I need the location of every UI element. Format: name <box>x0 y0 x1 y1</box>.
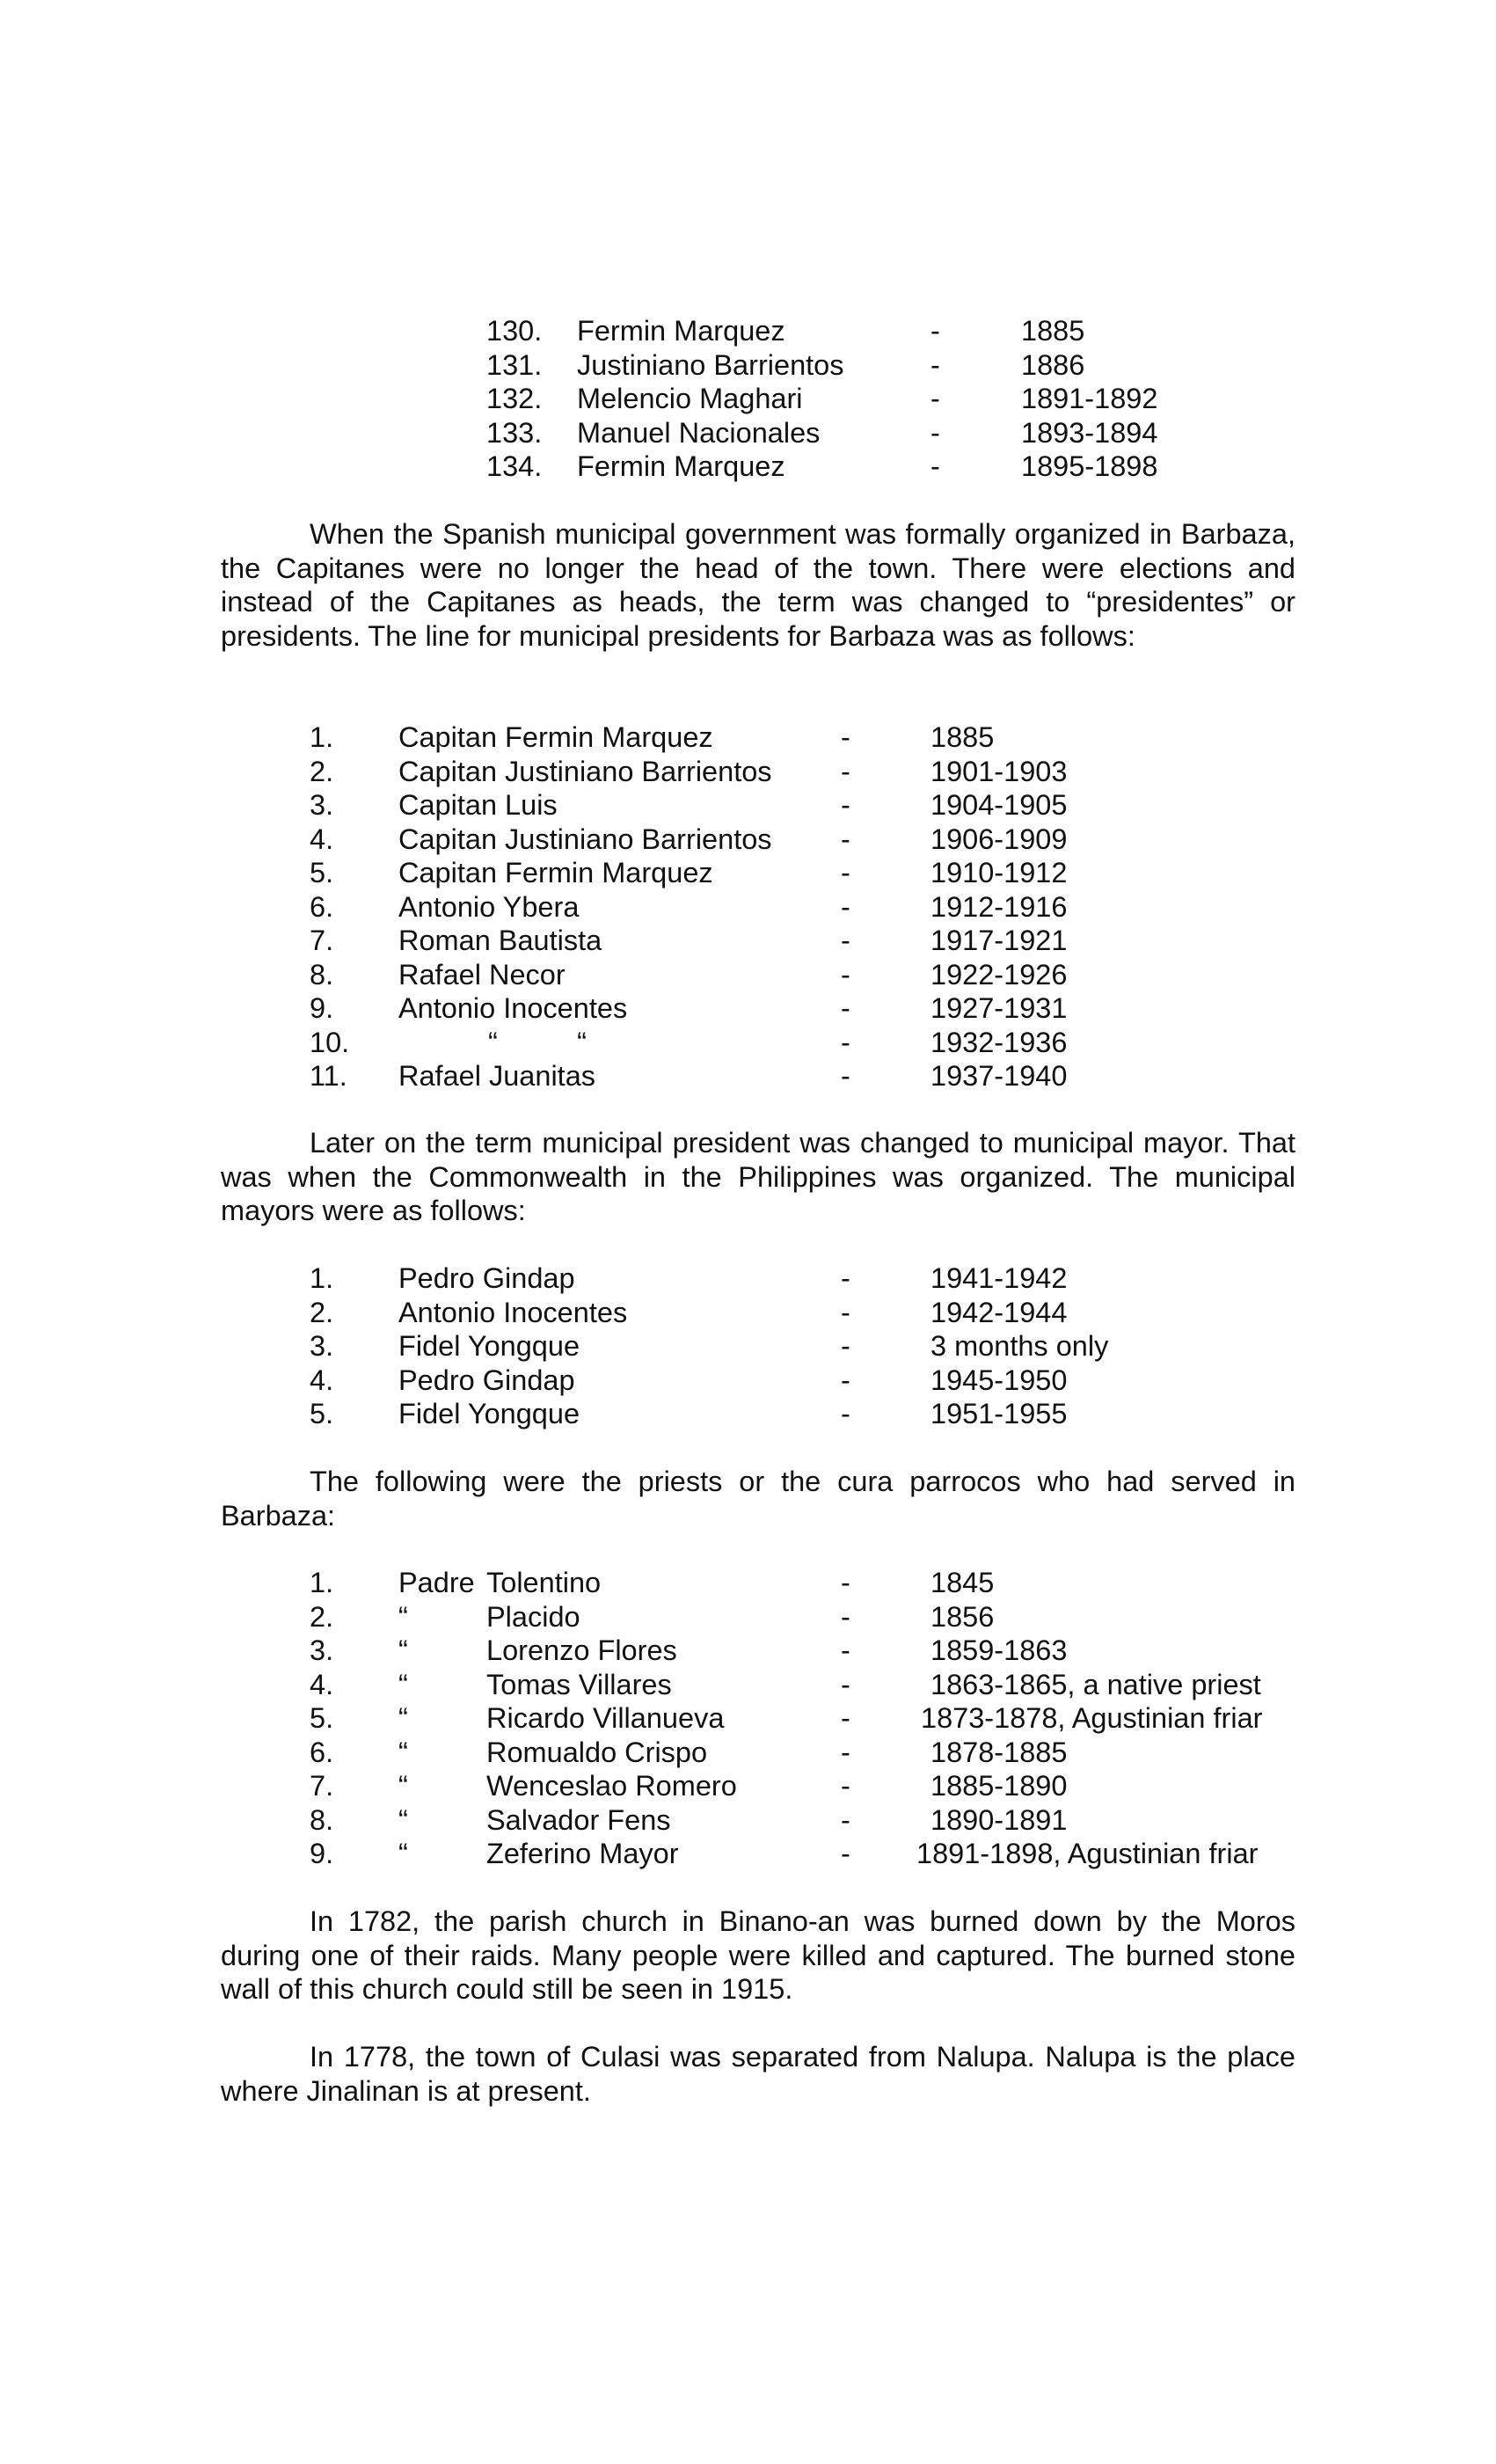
item-years: 1910-1912 <box>930 857 1068 888</box>
list-item <box>0 1566 1496 1600</box>
item-number: 3. <box>310 789 334 821</box>
item-dash: - <box>930 315 940 347</box>
item-dash: - <box>841 1364 850 1396</box>
item-name: Pedro Gindap <box>398 1364 575 1396</box>
item-name: Wenceslao Romero <box>486 1770 737 1802</box>
item-dash: - <box>841 925 850 956</box>
item-number: 6. <box>310 1736 334 1768</box>
item-number: 133. <box>486 416 543 449</box>
item-dash: - <box>841 890 850 923</box>
item-dash: - <box>841 1770 850 1802</box>
list-item <box>0 1026 1496 1060</box>
list-item <box>0 823 1496 857</box>
item-years: 1895-1898 <box>1021 450 1158 482</box>
list-item <box>0 755 1496 789</box>
list-item <box>0 416 1496 450</box>
item-dash: - <box>841 1736 850 1768</box>
item-name: Ricardo Villanueva <box>486 1702 725 1734</box>
item-number: 2. <box>310 755 334 787</box>
item-years: 1878-1885 <box>930 1736 1068 1768</box>
item-number: 1. <box>310 1567 334 1598</box>
item-dash: - <box>841 789 850 821</box>
item-number: 5. <box>310 857 334 888</box>
list-item <box>0 1261 1496 1296</box>
item-title: “ <box>398 1770 408 1802</box>
list-item <box>0 1397 1496 1431</box>
list-item <box>0 720 1496 755</box>
list-item <box>0 314 1496 348</box>
item-years: 1891-1892 <box>1021 383 1158 414</box>
item-name: Salvador Fens <box>486 1803 671 1836</box>
item-name: Justiniano Barrientos <box>577 348 844 381</box>
item-years: 1912-1916 <box>930 890 1068 923</box>
item-years: 1890-1891 <box>930 1803 1068 1836</box>
item-name: Pedro Gindap <box>398 1262 575 1294</box>
item-dash: - <box>930 450 940 482</box>
item-number: 10. <box>310 1026 350 1058</box>
list-item <box>0 1736 1496 1770</box>
item-dash: - <box>841 857 850 888</box>
item-number: 6. <box>310 890 334 923</box>
item-years: 1885-1890 <box>930 1770 1068 1802</box>
list-item <box>0 1600 1496 1634</box>
item-number: 7. <box>310 1770 334 1802</box>
paragraph-church <box>221 1905 1295 2007</box>
item-years: 1937-1940 <box>930 1060 1068 1092</box>
item-number: 3. <box>310 1634 334 1666</box>
item-years: 1891-1898, Agustinian friar <box>916 1838 1259 1869</box>
paragraph-priests <box>221 1465 1295 1532</box>
item-name: Lorenzo Flores <box>486 1634 677 1666</box>
item-years: 1945-1950 <box>930 1364 1068 1396</box>
item-name: Roman Bautista <box>398 925 602 956</box>
item-number: 8. <box>310 958 334 991</box>
item-number: 130. <box>486 315 543 347</box>
item-name: Zeferino Mayor <box>486 1838 679 1869</box>
item-number: 1. <box>310 721 334 753</box>
item-title: “ <box>398 1736 408 1768</box>
item-dash: - <box>841 992 850 1024</box>
item-title: “ <box>398 1668 408 1700</box>
item-years: 1873-1878, Agustinian friar <box>921 1702 1263 1734</box>
list-item <box>0 1296 1496 1330</box>
item-number: 5. <box>310 1398 334 1429</box>
item-number: 9. <box>310 1838 334 1869</box>
paragraph-text: When the Spanish municipal government was formally organized in Barbaza, the Capitanes were no longer the head of the town. There were elections and instead of the Capitanes as heads, the term was changed to “presidentes” or presidents. The line for municipal presidents for Barbaza was as follows: <box>221 518 1295 652</box>
list-item <box>0 958 1496 992</box>
item-dash: - <box>841 1838 850 1869</box>
item-years: 1941-1942 <box>930 1262 1068 1294</box>
item-years: 1904-1905 <box>930 789 1068 821</box>
paragraph-mayors <box>221 1126 1295 1228</box>
captains-list <box>0 314 1496 484</box>
list-item <box>0 1769 1496 1803</box>
list-item <box>0 1668 1496 1702</box>
item-number: 2. <box>310 1296 334 1328</box>
item-name: Capitan Fermin Marquez <box>398 857 713 888</box>
item-number: 134. <box>486 450 543 482</box>
item-years: 1932-1936 <box>930 1026 1068 1058</box>
item-name: Melencio Maghari <box>577 383 803 414</box>
item-name: Antonio Ybera <box>398 890 580 923</box>
item-number: 7. <box>310 925 334 956</box>
item-name: Tolentino <box>486 1567 602 1598</box>
item-dash: - <box>841 1600 850 1633</box>
item-years: 1886 <box>1021 348 1085 381</box>
item-number: 11. <box>310 1060 347 1092</box>
list-item <box>0 1701 1496 1736</box>
item-name: Antonio Inocentes <box>398 1296 628 1328</box>
item-number: 132. <box>486 383 543 414</box>
item-name: Tomas Villares <box>486 1668 672 1700</box>
presidents-list <box>0 720 1496 1093</box>
item-number: 3. <box>310 1330 334 1362</box>
item-dash: - <box>841 1330 850 1362</box>
list-item <box>0 1329 1496 1364</box>
item-name: Fidel Yongque <box>398 1398 580 1429</box>
item-number: 2. <box>310 1600 334 1633</box>
item-dash: - <box>841 721 850 753</box>
item-dash: - <box>841 755 850 787</box>
list-item <box>0 788 1496 823</box>
item-name: Capitan Justiniano Barrientos <box>398 755 772 787</box>
item-dash: - <box>841 1803 850 1836</box>
item-title: “ <box>398 1702 408 1734</box>
list-item <box>0 924 1496 958</box>
item-name: Fermin Marquez <box>577 315 785 347</box>
paragraph-text: Later on the term municipal president was changed to municipal mayor. That was when the Commonwealth in the Philippines was organized. The municipal mayors were as follows: <box>221 1127 1295 1226</box>
item-years: 1901-1903 <box>930 755 1068 787</box>
item-dash: - <box>930 383 940 414</box>
item-years: 1893-1894 <box>1021 416 1158 449</box>
item-years: 1906-1909 <box>930 823 1068 855</box>
item-years: 1885 <box>930 721 995 753</box>
item-dash: - <box>930 416 940 449</box>
list-item <box>0 382 1496 416</box>
item-name: Capitan Fermin Marquez <box>398 721 713 753</box>
item-years: 1922-1926 <box>930 958 1068 991</box>
item-dash: - <box>841 1060 850 1092</box>
paragraph-text: In 1782, the parish church in Binano-an was burned down by the Moros during one of their raids. Many people were killed and captured. The burned stone wall of this church could still be seen in 1915. <box>221 1905 1295 2005</box>
item-dash: - <box>841 1296 850 1328</box>
list-item <box>0 991 1496 1026</box>
item-title: “ <box>398 1600 408 1633</box>
item-name: Fidel Yongque <box>398 1330 580 1362</box>
item-number: 4. <box>310 823 334 855</box>
item-title: “ <box>398 1803 408 1836</box>
item-number: 4. <box>310 1668 334 1700</box>
list-item <box>0 450 1496 484</box>
item-years: 3 months only <box>930 1330 1109 1362</box>
item-dash: - <box>841 1702 850 1734</box>
item-name: Rafael Juanitas <box>398 1060 596 1092</box>
item-years: 1942-1944 <box>930 1296 1068 1328</box>
item-name: Placido <box>486 1600 580 1633</box>
ditto-marks: “ “ <box>488 1026 587 1058</box>
paragraph-culasi <box>221 2040 1295 2108</box>
item-title: Padre <box>398 1567 475 1598</box>
item-years: 1859-1863 <box>930 1634 1068 1666</box>
item-years: 1863-1865, a native priest <box>930 1668 1261 1700</box>
list-item <box>0 348 1496 383</box>
item-name: Romualdo Crispo <box>486 1736 708 1768</box>
paragraph-text: In 1778, the town of Culasi was separated from Nalupa. Nalupa is the place where Jinalinan is at present. <box>221 2041 1295 2107</box>
item-dash: - <box>841 1262 850 1294</box>
item-name: Rafael Necor <box>398 958 566 991</box>
mayors-list <box>0 1261 1496 1431</box>
item-dash: - <box>841 1668 850 1700</box>
item-name: Manuel Nacionales <box>577 416 821 449</box>
item-dash: - <box>841 958 850 991</box>
item-dash: - <box>841 1398 850 1429</box>
item-number: 8. <box>310 1803 334 1836</box>
item-dash: - <box>841 823 850 855</box>
paragraph-presidents <box>221 517 1295 653</box>
list-item <box>0 1634 1496 1668</box>
list-item <box>0 1059 1496 1093</box>
item-dash: - <box>841 1026 850 1058</box>
priests-list <box>0 1566 1496 1871</box>
item-years: 1917-1921 <box>930 925 1068 956</box>
item-name: Capitan Luis <box>398 789 558 821</box>
item-years: 1951-1955 <box>930 1398 1068 1429</box>
item-years: 1927-1931 <box>930 992 1068 1024</box>
item-number: 131. <box>486 348 543 381</box>
item-title: “ <box>398 1838 408 1869</box>
list-item <box>0 856 1496 890</box>
item-years: 1885 <box>1021 315 1085 347</box>
paragraph-text: The following were the priests or the cura parrocos who had served in Barbaza: <box>221 1466 1295 1532</box>
item-name: Antonio Inocentes <box>398 992 628 1024</box>
item-name: Fermin Marquez <box>577 450 785 482</box>
item-title: “ <box>398 1634 408 1666</box>
item-years: 1856 <box>930 1600 995 1633</box>
list-item <box>0 1803 1496 1838</box>
item-dash: - <box>930 348 940 381</box>
item-number: 4. <box>310 1364 334 1396</box>
item-number: 9. <box>310 992 334 1024</box>
item-dash: - <box>841 1634 850 1666</box>
item-dash: - <box>841 1567 850 1598</box>
list-item <box>0 890 1496 925</box>
list-item <box>0 1837 1496 1871</box>
item-name: Capitan Justiniano Barrientos <box>398 823 772 855</box>
list-item <box>0 1364 1496 1398</box>
item-number: 5. <box>310 1702 334 1734</box>
item-years: 1845 <box>930 1567 995 1598</box>
item-number: 1. <box>310 1262 334 1294</box>
